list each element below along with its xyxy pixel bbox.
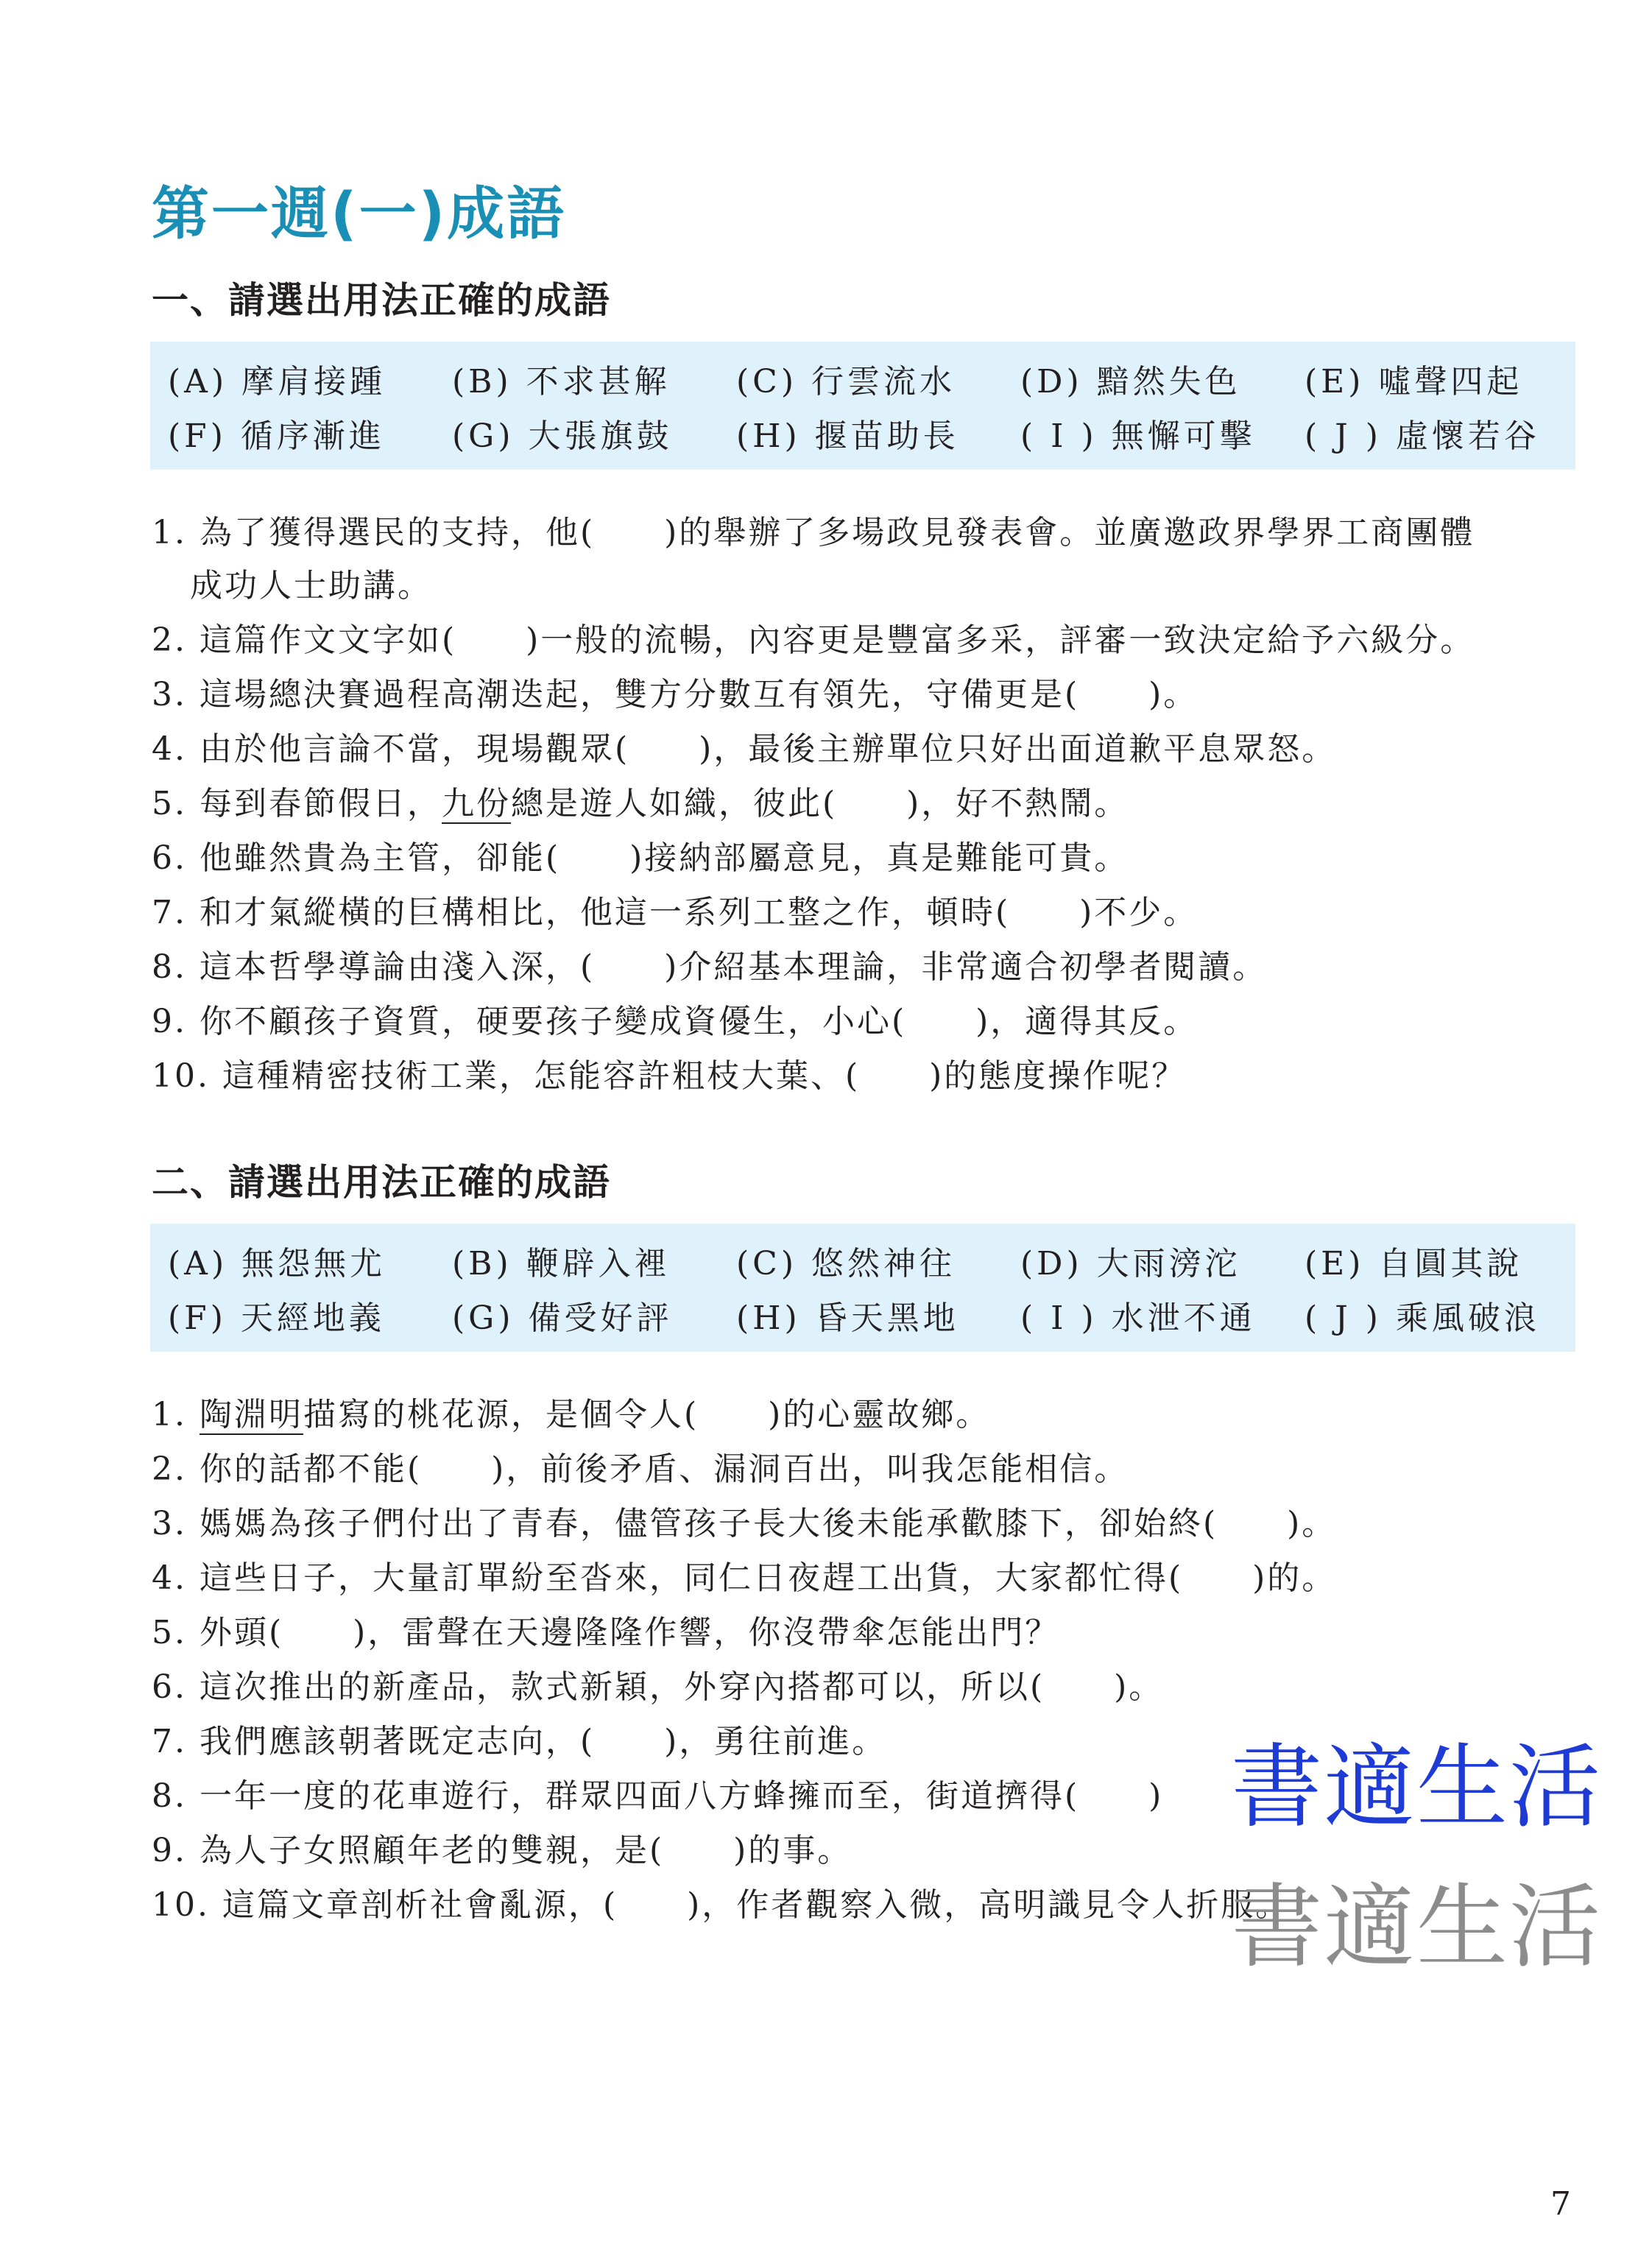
option: (C) 行雲流水: [736, 363, 956, 401]
option: (G) 大張旗鼓: [452, 417, 673, 455]
page-number: 7: [1550, 2185, 1571, 2223]
option: (F) 循序漸進: [168, 417, 385, 455]
option: (H) 昏天黑地: [736, 1299, 959, 1337]
option: ( J ) 虛懷若谷: [1305, 417, 1540, 455]
question-item: 5. 外頭( )，雷聲在天邊隆隆作響，你沒帶傘怎能出門？: [152, 1614, 1060, 1651]
section-2-options-box: [150, 1224, 1575, 1352]
question-item: 10. 這篇文章剖析社會亂源，( )，作者觀察入微，高明識見令人折服。: [152, 1886, 1291, 1924]
question-item: 1. 陶淵明描寫的桃花源，是個令人( )的心靈故鄉。: [152, 1396, 991, 1433]
option: (H) 揠苗助長: [736, 417, 959, 455]
underlined-place-name: 九份: [441, 785, 511, 822]
watermark-text-blue: 書適生活: [1231, 1735, 1603, 1841]
option: (A) 無怨無尤: [168, 1245, 386, 1283]
question-item: 7. 我們應該朝著既定志向，( )，勇往前進。: [152, 1723, 887, 1760]
section-2-heading: 二、請選出用法正確的成語: [152, 1161, 611, 1204]
question-item: 9. 為人子女照顧年老的雙親，是( )的事。: [152, 1832, 853, 1869]
option: (G) 備受好評: [452, 1299, 673, 1337]
question-item: 7. 和才氣縱橫的巨構相比，他這一系列工整之作，頓時( )不少。: [152, 894, 1199, 931]
page-title: 第一週(一)成語: [152, 181, 567, 247]
option: (E) 噓聲四起: [1305, 363, 1523, 401]
question-item: 8. 這本哲學導論由淺入深，( )介紹基本理論，非常適合初學者閱讀。: [152, 948, 1268, 986]
section-1-heading: 一、請選出用法正確的成語: [152, 279, 611, 322]
question-item: 3. 這場總決賽過程高潮迭起，雙方分數互有領先，守備更是( )。: [152, 676, 1199, 713]
section-1-options-box: [150, 342, 1575, 470]
option: (F) 天經地義: [168, 1299, 385, 1337]
question-item: 9. 你不顧孩子資質，硬要孩子變成資優生，小心( )，適得其反。: [152, 1003, 1199, 1040]
question-item: 10. 這種精密技術工業，怎能容許粗枝大葉、( )的態度操作呢？: [152, 1057, 1187, 1095]
question-item: 8. 一年一度的花車遊行，群眾四面八方蜂擁而至，街道擠得( ): [152, 1777, 1164, 1815]
underlined-person-name: 陶淵明: [199, 1396, 303, 1433]
question-item: 5. 每到春節假日，九份總是遊人如織，彼此( )，好不熱鬧。: [152, 785, 1129, 822]
option: (B) 不求甚解: [452, 363, 671, 401]
option: (D) 黯然失色: [1020, 363, 1241, 401]
question-item: 3. 媽媽為孩子們付出了青春，儘管孩子長大後未能承歡膝下，卻始終( )。: [152, 1505, 1337, 1542]
question-item: 4. 由於他言論不當，現場觀眾( )，最後主辦單位只好出面道歉平息眾怒。: [152, 730, 1337, 768]
option: (A) 摩肩接踵: [168, 363, 386, 401]
question-item: 6. 這次推出的新產品，款式新穎，外穿內搭都可以，所以( )。: [152, 1668, 1164, 1706]
option: (D) 大雨滂沱: [1020, 1245, 1241, 1283]
question-item: 2. 你的話都不能( )，前後矛盾、漏洞百出，叫我怎能相信。: [152, 1450, 1129, 1488]
option: (C) 悠然神往: [736, 1245, 956, 1283]
option: (B) 鞭辟入裡: [452, 1245, 671, 1283]
question-item: 4. 這些日子，大量訂單紛至沓來，同仁日夜趕工出貨，大家都忙得( )的。: [152, 1559, 1337, 1597]
option: ( J ) 乘風破浪: [1305, 1299, 1540, 1337]
question-item: 1. 為了獲得選民的支持，他( )的舉辦了多場政見發表會。並廣邀政界學界工商團體: [152, 514, 1475, 551]
question-item: 2. 這篇作文文字如( )一般的流暢，內容更是豐富多采，評審一致決定給予六級分。: [152, 621, 1475, 659]
option: ( I ) 無懈可擊: [1020, 417, 1256, 455]
question-continuation: 成功人士助講。: [190, 567, 432, 604]
option: (E) 自圓其說: [1305, 1245, 1523, 1283]
option: ( I ) 水泄不通: [1020, 1299, 1256, 1337]
question-item: 6. 他雖然貴為主管，卻能( )接納部屬意見，真是難能可貴。: [152, 839, 1129, 877]
watermark-text-grey: 書適生活: [1231, 1874, 1603, 1980]
